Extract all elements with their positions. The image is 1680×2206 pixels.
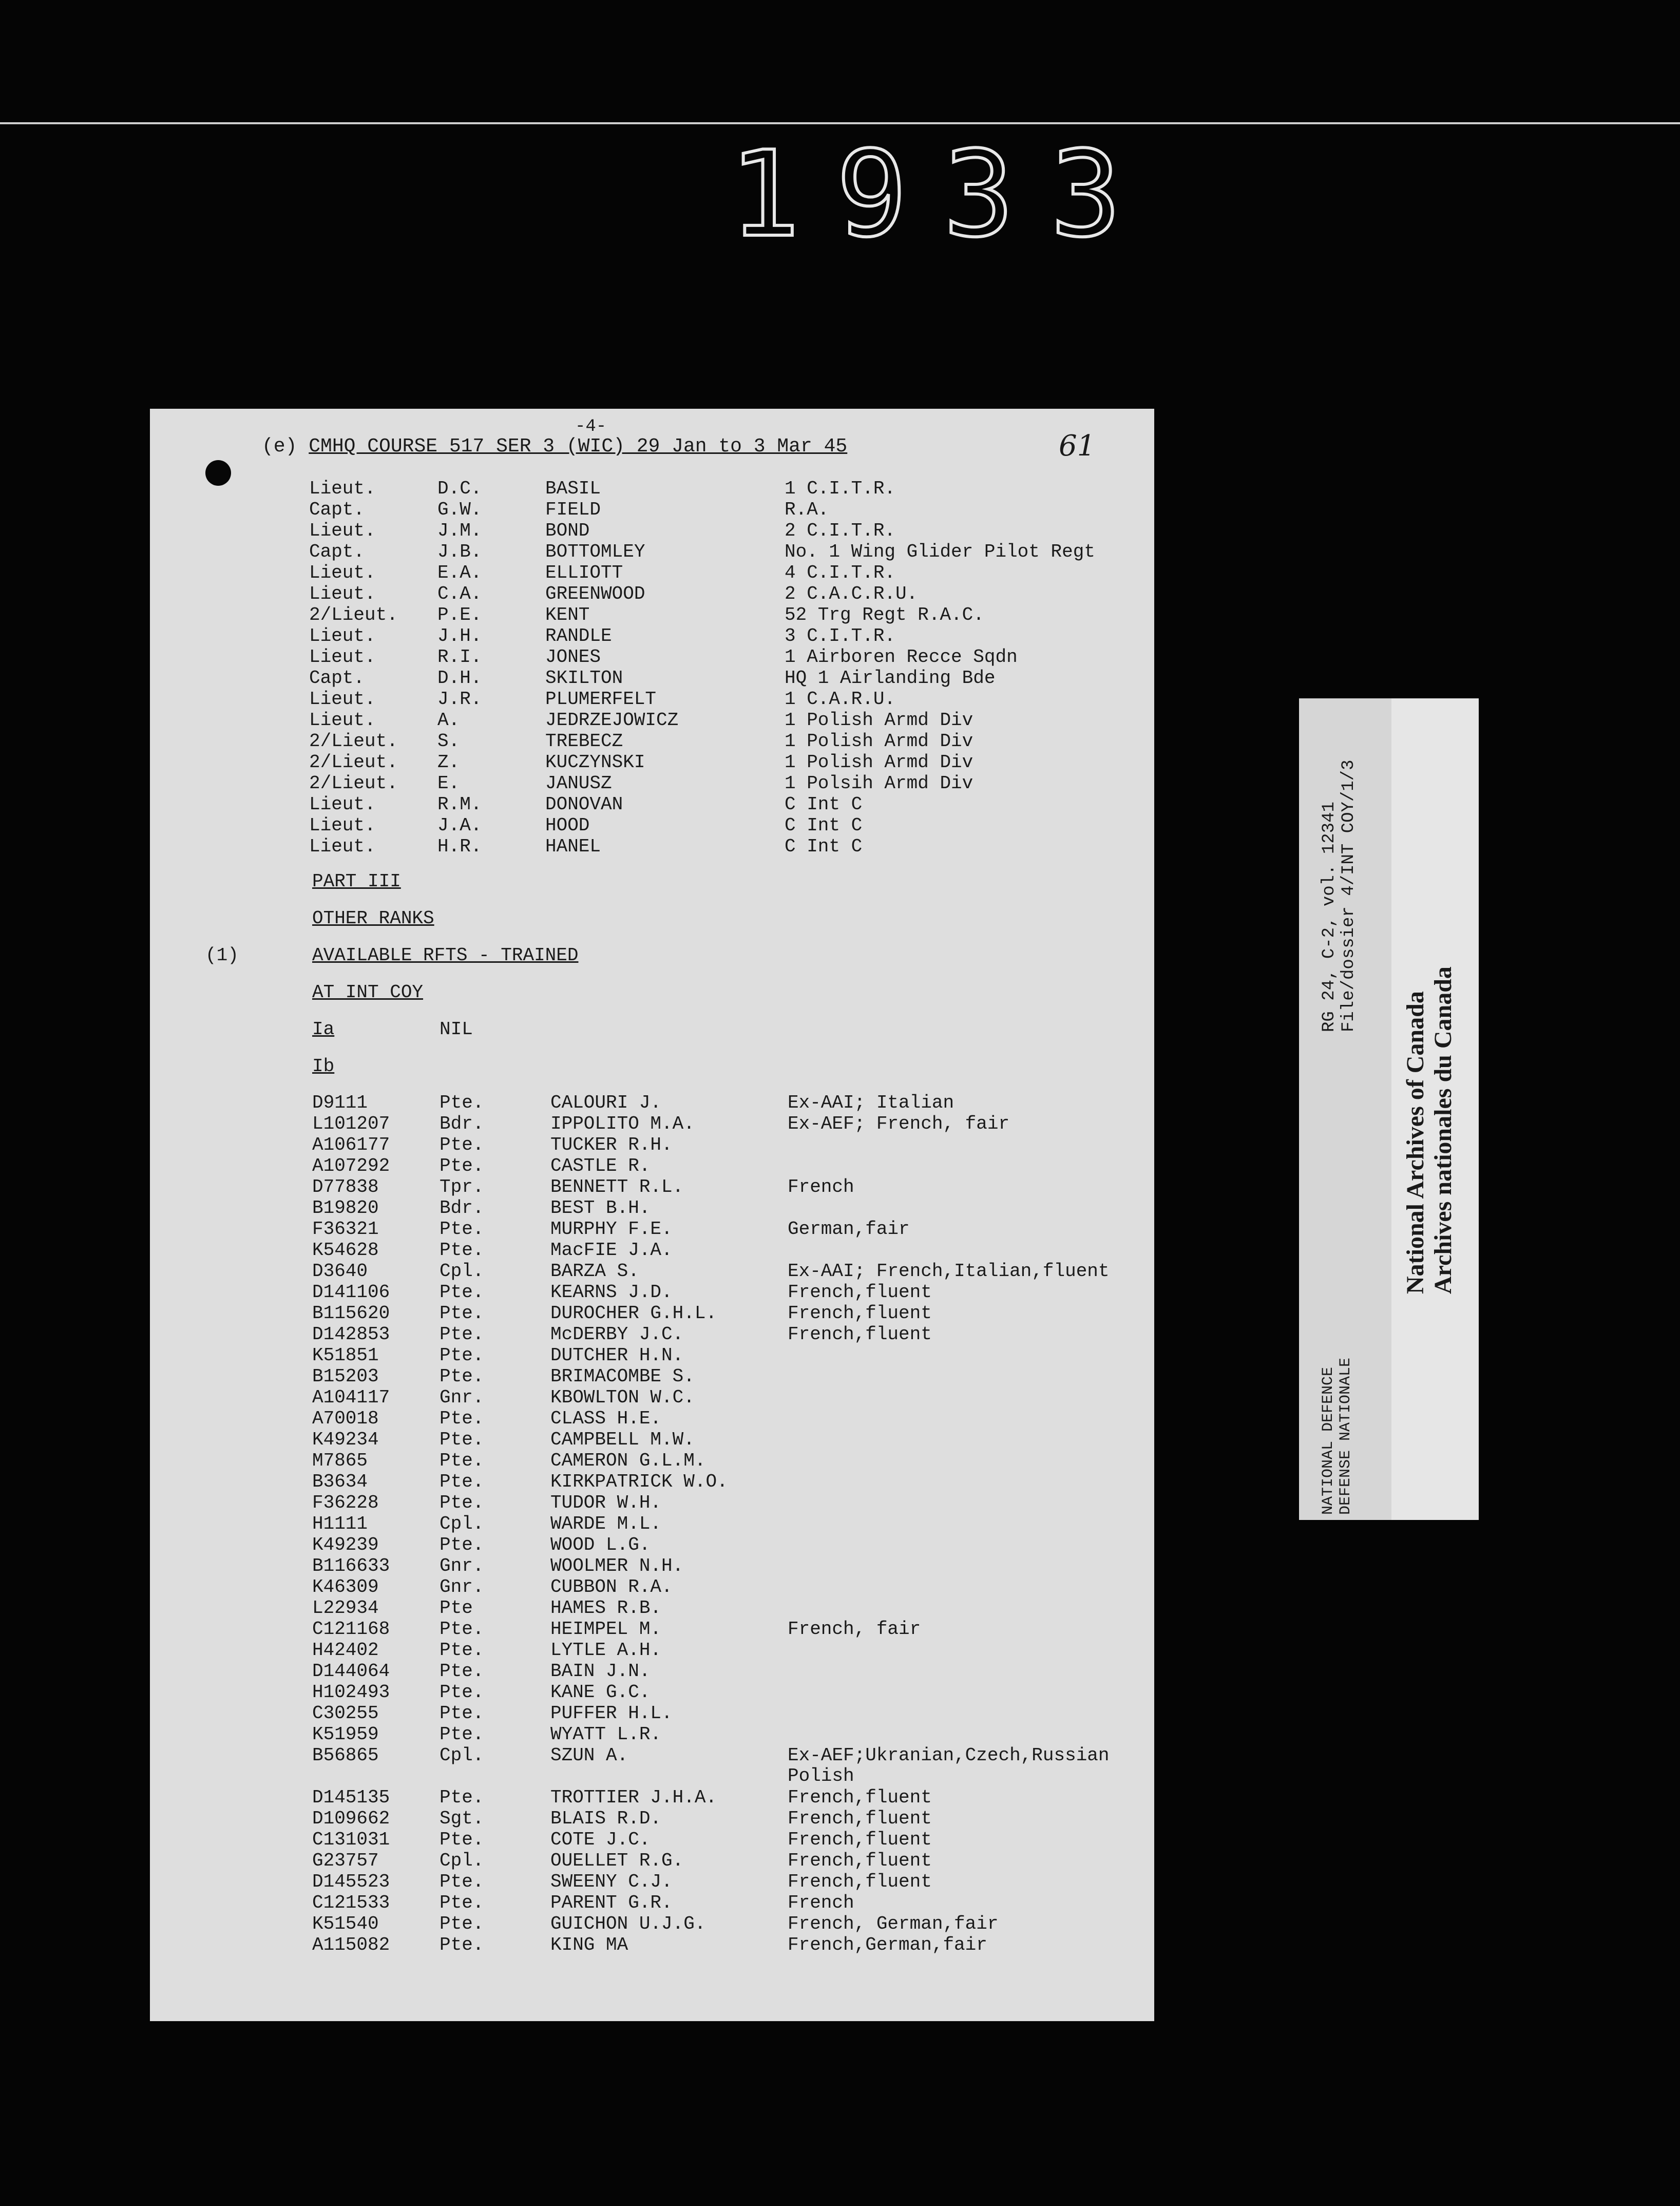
member-name: BARZA S. [550, 1261, 639, 1282]
document-header [262, 435, 847, 458]
member-note: French [788, 1892, 854, 1913]
member-name: CLASS H.E. [550, 1408, 662, 1429]
officer-unit: C Int C [785, 836, 863, 857]
member-name: BENNETT R.L. [550, 1176, 684, 1197]
service-number: F36228 [312, 1492, 379, 1513]
officer-unit: R.A. [785, 499, 829, 520]
member-rank: Pte. [440, 1913, 484, 1934]
officer-unit: 1 C.I.T.R. [785, 478, 896, 499]
member-rank: Pte. [440, 1303, 484, 1324]
member-rank: Pte. [440, 1661, 484, 1682]
officer-rank: Lieut. [309, 646, 376, 668]
document-page [150, 409, 1154, 2021]
other-ranks-heading: OTHER RANKS [312, 908, 434, 929]
punch-hole [205, 460, 231, 486]
member-name: PARENT G.R. [550, 1892, 673, 1913]
service-number: D109662 [312, 1808, 390, 1829]
member-rank: Pte. [440, 1155, 484, 1176]
member-rank: Gnr. [440, 1387, 484, 1408]
member-note: French,fluent [788, 1324, 932, 1345]
member-rank: Pte. [440, 1892, 484, 1913]
member-rank: Pte. [440, 1871, 484, 1892]
officer-name: PLUMERFELT [545, 689, 657, 710]
service-number: K51959 [312, 1724, 379, 1745]
officer-rank: Lieut. [309, 794, 376, 815]
member-rank: Gnr. [440, 1576, 484, 1598]
officer-unit: 4 C.I.T.R. [785, 562, 896, 583]
member-rank: Tpr. [440, 1176, 484, 1197]
member-rank: Pte. [440, 1429, 484, 1450]
officer-initials: R.M. [437, 794, 482, 815]
officer-initials: S. [437, 731, 460, 752]
member-rank: Pte. [440, 1092, 484, 1113]
member-note: French,fluent [788, 1303, 932, 1324]
service-number: D9111 [312, 1092, 368, 1113]
officer-rank: Lieut. [309, 520, 376, 541]
officer-name: GREENWOOD [545, 583, 645, 604]
service-number: B56865 [312, 1745, 379, 1766]
officer-rank: Capt. [309, 668, 365, 689]
member-name: BEST B.H. [550, 1197, 651, 1219]
officer-name: HANEL [545, 836, 601, 857]
officer-initials: J.R. [437, 689, 482, 710]
section-number: (1) [205, 945, 239, 966]
officer-unit: 1 Polish Armd Div [785, 752, 973, 773]
officer-initials: J.H. [437, 625, 482, 646]
service-number: D145523 [312, 1871, 390, 1892]
department-label [1320, 1358, 1354, 1515]
service-number: B116633 [312, 1555, 390, 1576]
officer-unit: No. 1 Wing Glider Pilot Regt [785, 541, 1095, 562]
department-line-2: DEFENSE NATIONALE [1337, 1357, 1354, 1515]
member-name: WOOLMER N.H. [550, 1555, 684, 1576]
officer-name: ELLIOTT [545, 562, 623, 583]
member-rank: Pte. [440, 1366, 484, 1387]
officer-unit: C Int C [785, 794, 863, 815]
officer-unit: C Int C [785, 815, 863, 836]
member-name: DUROCHER G.H.L. [550, 1303, 717, 1324]
header-prefix: (e) [262, 435, 297, 458]
officer-rank: 2/Lieut. [309, 731, 398, 752]
officer-unit: 52 Trg Regt R.A.C. [785, 604, 984, 625]
service-number: A70018 [312, 1408, 379, 1429]
member-name: CALOURI J. [550, 1092, 662, 1113]
officer-rank: Lieut. [309, 562, 376, 583]
service-number: G23757 [312, 1850, 379, 1871]
service-number: D145135 [312, 1787, 390, 1808]
member-name: TROTTIER J.H.A. [550, 1787, 717, 1808]
officer-rank: Lieut. [309, 815, 376, 836]
officer-name: JONES [545, 646, 601, 668]
archive-stamp [1299, 698, 1479, 1520]
officer-name: TREBECZ [545, 731, 623, 752]
officer-unit: 1 C.A.R.U. [785, 689, 896, 710]
member-note: French [788, 1176, 854, 1197]
officer-name: DONOVAN [545, 794, 623, 815]
officer-rank: 2/Lieut. [309, 773, 398, 794]
service-number: L22934 [312, 1598, 379, 1619]
service-number: A107292 [312, 1155, 390, 1176]
part-heading: PART III [312, 871, 401, 892]
section-heading: AVAILABLE RFTS - TRAINED [312, 945, 579, 966]
service-number: M7865 [312, 1450, 368, 1471]
reference-line-1: RG 24, C-2, vol. 12341 [1320, 802, 1339, 1032]
officer-rank: Lieut. [309, 583, 376, 604]
officer-name: JEDRZEJOWICZ [545, 710, 679, 731]
officer-initials: E. [437, 773, 460, 794]
officer-rank: 2/Lieut. [309, 604, 398, 625]
service-number: C30255 [312, 1703, 379, 1724]
officer-unit: 1 Airboren Recce Sqdn [785, 646, 1018, 668]
member-rank: Pte. [440, 1640, 484, 1661]
member-rank: Cpl. [440, 1513, 484, 1534]
member-note: French,fluent [788, 1850, 932, 1871]
member-note: French, German,fair [788, 1913, 999, 1934]
member-rank: Sgt. [440, 1808, 484, 1829]
member-note: French,fluent [788, 1787, 932, 1808]
member-name: OUELLET R.G. [550, 1850, 684, 1871]
frame-edge-line [0, 122, 1680, 124]
member-note: Ex-AEF; French, fair [788, 1113, 1010, 1134]
member-rank: Pte. [440, 1471, 484, 1492]
member-rank: Pte. [440, 1724, 484, 1745]
member-rank: Pte. [440, 1829, 484, 1850]
officer-name: JANUSZ [545, 773, 612, 794]
service-number: K49239 [312, 1534, 379, 1555]
member-note: Ex-AAI; French,Italian,fluent [788, 1261, 1110, 1282]
location-heading: AT INT COY [312, 982, 424, 1003]
service-number: K51851 [312, 1345, 379, 1366]
officer-unit: 2 C.A.C.R.U. [785, 583, 918, 604]
service-number: K51540 [312, 1913, 379, 1934]
officer-initials: J.M. [437, 520, 482, 541]
member-name: TUDOR W.H. [550, 1492, 662, 1513]
officer-unit: HQ 1 Airlanding Bde [785, 668, 996, 689]
member-name: SWEENY C.J. [550, 1871, 673, 1892]
member-name: WYATT L.R. [550, 1724, 662, 1745]
officer-rank: Lieut. [309, 689, 376, 710]
service-number: A106177 [312, 1134, 390, 1155]
member-name: KING MA [550, 1934, 628, 1955]
officer-initials: P.E. [437, 604, 482, 625]
member-rank: Pte. [440, 1703, 484, 1724]
member-name: WARDE M.L. [550, 1513, 662, 1534]
officer-rank: Lieut. [309, 710, 376, 731]
member-rank: Pte. [440, 1682, 484, 1703]
officer-initials: J.B. [437, 541, 482, 562]
officer-unit: 3 C.I.T.R. [785, 625, 896, 646]
member-name: MURPHY F.E. [550, 1219, 673, 1240]
service-number: C121168 [312, 1619, 390, 1640]
officer-initials: H.R. [437, 836, 482, 857]
officer-name: KUCZYNSKI [545, 752, 645, 773]
member-note: French,fluent [788, 1282, 932, 1303]
member-rank: Pte. [440, 1450, 484, 1471]
officer-unit: 2 C.I.T.R. [785, 520, 896, 541]
officer-name: RANDLE [545, 625, 612, 646]
member-name: BLAIS R.D. [550, 1808, 662, 1829]
service-number: D141106 [312, 1282, 390, 1303]
officer-initials: A. [437, 710, 460, 731]
member-name: HAMES R.B. [550, 1598, 662, 1619]
service-number: C131031 [312, 1829, 390, 1850]
member-name: LYTLE A.H. [550, 1640, 662, 1661]
officer-name: SKILTON [545, 668, 623, 689]
archives-label [1402, 966, 1457, 1294]
officer-unit: 1 Polsih Armd Div [785, 773, 973, 794]
service-number: K49234 [312, 1429, 379, 1450]
member-rank: Pte. [440, 1324, 484, 1345]
member-name: KEARNS J.D. [550, 1282, 673, 1303]
member-rank: Pte. [440, 1408, 484, 1429]
member-rank: Pte. [440, 1787, 484, 1808]
service-number: A115082 [312, 1934, 390, 1955]
member-name: GUICHON U.J.G. [550, 1913, 706, 1934]
member-name: MacFIE J.A. [550, 1240, 673, 1261]
member-name: KANE G.C. [550, 1682, 651, 1703]
header-title: CMHQ COURSE 517 SER 3 (WIC) 29 Jan to 3 Mar 45 [309, 435, 848, 458]
officer-rank: Lieut. [309, 625, 376, 646]
service-number: B115620 [312, 1303, 390, 1324]
member-rank: Cpl. [440, 1261, 484, 1282]
member-note: French,fluent [788, 1808, 932, 1829]
member-rank: Pte. [440, 1134, 484, 1155]
officer-initials: J.A. [437, 815, 482, 836]
member-note: French,German,fair [788, 1934, 987, 1955]
member-rank: Pte. [440, 1492, 484, 1513]
member-rank: Pte. [440, 1934, 484, 1955]
officer-initials: Z. [437, 752, 460, 773]
member-rank: Cpl. [440, 1850, 484, 1871]
officer-unit: 1 Polish Armd Div [785, 731, 973, 752]
member-note: French,fluent [788, 1829, 932, 1850]
member-name: DUTCHER H.N. [550, 1345, 684, 1366]
archives-line-1: National Archives of Canada [1402, 991, 1429, 1294]
member-name: CASTLE R. [550, 1155, 651, 1176]
subsection-a-value: NIL [440, 1019, 473, 1040]
service-number: D144064 [312, 1661, 390, 1682]
member-note: French, fair [788, 1619, 921, 1640]
officer-initials: D.C. [437, 478, 482, 499]
officer-rank: 2/Lieut. [309, 752, 398, 773]
service-number: B3634 [312, 1471, 368, 1492]
service-number: K54628 [312, 1240, 379, 1261]
archive-reference [1320, 760, 1359, 1033]
handwritten-folio: 61 [1059, 429, 1096, 463]
member-rank: Pte. [440, 1345, 484, 1366]
member-name: BAIN J.N. [550, 1661, 651, 1682]
member-name: McDERBY J.C. [550, 1324, 684, 1345]
officer-name: BASIL [545, 478, 601, 499]
member-name: KIRKPATRICK W.O. [550, 1471, 728, 1492]
member-name: WOOD L.G. [550, 1534, 651, 1555]
member-name: CAMPBELL M.W. [550, 1429, 695, 1450]
archives-line-2: Archives nationales du Canada [1429, 966, 1457, 1294]
member-note: French,fluent [788, 1871, 932, 1892]
service-number: D142853 [312, 1324, 390, 1345]
member-note-continued: Polish [788, 1765, 854, 1786]
member-name: CUBBON R.A. [550, 1576, 673, 1598]
member-rank: Pte [440, 1598, 473, 1619]
officer-name: KENT [545, 604, 590, 625]
service-number: D3640 [312, 1261, 368, 1282]
member-name: SZUN A. [550, 1745, 628, 1766]
member-name: CAMERON G.L.M. [550, 1450, 706, 1471]
service-number: F36321 [312, 1219, 379, 1240]
service-number: D77838 [312, 1176, 379, 1197]
member-note: Ex-AAI; Italian [788, 1092, 954, 1113]
officer-initials: E.A. [437, 562, 482, 583]
member-rank: Pte. [440, 1219, 484, 1240]
service-number: B19820 [312, 1197, 379, 1219]
officer-rank: Capt. [309, 499, 365, 520]
member-rank: Pte. [440, 1619, 484, 1640]
service-number: L101207 [312, 1113, 390, 1134]
officer-initials: D.H. [437, 668, 482, 689]
officer-rank: Capt. [309, 541, 365, 562]
member-note: German,fair [788, 1219, 910, 1240]
officer-rank: Lieut. [309, 836, 376, 857]
member-rank: Gnr. [440, 1555, 484, 1576]
member-rank: Cpl. [440, 1745, 484, 1766]
member-rank: Pte. [440, 1240, 484, 1261]
service-number: B15203 [312, 1366, 379, 1387]
member-name: KBOWLTON W.C. [550, 1387, 695, 1408]
service-number: H1111 [312, 1513, 368, 1534]
member-name: HEIMPEL M. [550, 1619, 662, 1640]
member-name: BRIMACOMBE S. [550, 1366, 695, 1387]
service-number: A104117 [312, 1387, 390, 1408]
service-number: H42402 [312, 1640, 379, 1661]
member-rank: Pte. [440, 1282, 484, 1303]
officer-initials: R.I. [437, 646, 482, 668]
member-rank: Bdr. [440, 1113, 484, 1134]
officer-unit: 1 Polish Armd Div [785, 710, 973, 731]
member-name: COTE J.C. [550, 1829, 651, 1850]
subsection-b-label: Ib [312, 1056, 335, 1077]
department-line-1: NATIONAL DEFENCE [1320, 1366, 1337, 1515]
officer-initials: C.A. [437, 583, 482, 604]
reel-number: 1933 [729, 126, 1157, 263]
page-number: -4- [575, 417, 607, 436]
subsection-a-label: Ia [312, 1019, 335, 1040]
service-number: C121533 [312, 1892, 390, 1913]
officer-name: BOND [545, 520, 590, 541]
member-rank: Pte. [440, 1534, 484, 1555]
member-note: Ex-AEF;Ukranian,Czech,Russian [788, 1745, 1110, 1766]
officer-name: BOTTOMLEY [545, 541, 645, 562]
officer-name: HOOD [545, 815, 590, 836]
officer-initials: G.W. [437, 499, 482, 520]
member-rank: Bdr. [440, 1197, 484, 1219]
member-name: TUCKER R.H. [550, 1134, 673, 1155]
service-number: K46309 [312, 1576, 379, 1598]
reference-line-2: File/dossier 4/INT COY/1/3 [1339, 759, 1359, 1032]
member-name: IPPOLITO M.A. [550, 1113, 695, 1134]
officer-rank: Lieut. [309, 478, 376, 499]
service-number: H102493 [312, 1682, 390, 1703]
member-name: PUFFER H.L. [550, 1703, 673, 1724]
officer-name: FIELD [545, 499, 601, 520]
